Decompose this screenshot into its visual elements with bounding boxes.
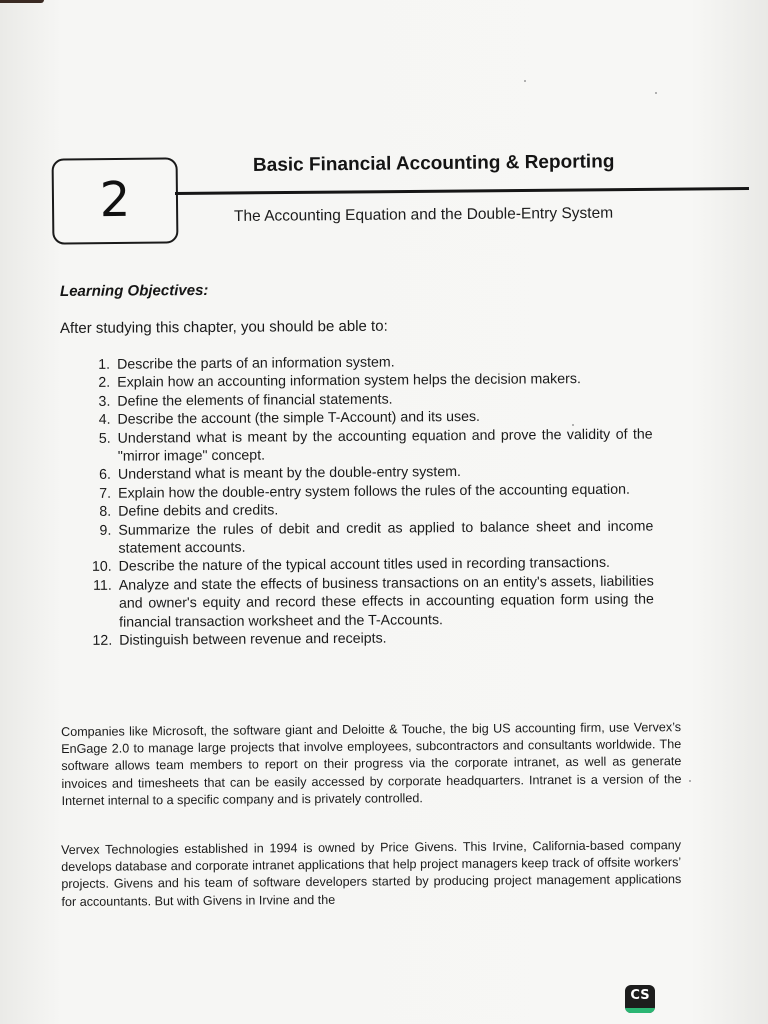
objective-text: Describe the account (the simple T-Account) and its uses. <box>117 409 481 428</box>
chapter-title: Basic Financial Accounting & Reporting <box>252 151 615 176</box>
objective-number: 11. <box>93 577 112 594</box>
scan-edge-mark <box>0 0 44 3</box>
objective-text: Explain how the double-entry system follows the rules of the accounting equation. <box>118 481 630 502</box>
objective-item <box>82 572 654 632</box>
chapter-number: 2 <box>99 171 131 229</box>
objective-number: 9. <box>99 522 112 539</box>
objective-number: 8. <box>99 504 112 521</box>
objective-text: Describe the parts of an information system. <box>117 354 395 373</box>
learning-objectives-heading: Learning Objectives: <box>59 281 209 300</box>
objective-number: 7. <box>99 485 112 502</box>
scan-speck <box>689 780 691 782</box>
objective-text: Explain how an accounting information system helps the decision makers. <box>117 371 581 392</box>
objective-text: Define debits and credits. <box>118 502 279 520</box>
chapter-number-box <box>52 157 179 244</box>
objective-item <box>81 425 653 466</box>
camscanner-logo-text: CS <box>630 988 650 1003</box>
objective-item <box>81 517 653 558</box>
body-paragraph-1: Companies like Microsoft, the software giant and Deloitte & Touche, the big US accounting firm, use Vervex’s EnGage 2.0 to manage large projects that involve employees, subcontractors and consultants worldwide. The software allows team members to report on their progress via the corporate intranet, as well as generate invoices and timesheets that can be easily accessed by corporate headquarters. Intranet is a version of the Internet internal to a specific company and is privately controlled. <box>61 720 682 808</box>
scan-speck <box>572 424 574 426</box>
objective-text: Analyze and state the effects of business transactions on an entity's assets, liabilities and owner's equity and record these effects in accounting equation form using the financial transaction worksheet and the T-Accounts. <box>118 573 654 631</box>
learning-objectives-list <box>80 352 654 651</box>
objective-number: 5. <box>98 430 111 447</box>
objective-text: Understand what is meant by the double-entry system. <box>117 464 462 484</box>
objective-text: Summarize the rules of debit and credit as applied to balance sheet and income statement accounts. <box>118 518 654 557</box>
objective-number: 4. <box>98 411 111 429</box>
objective-text: Understand what is meant by the accounting equation and prove the validity of the "mirror image" concept. <box>117 426 653 465</box>
objective-text: Define the elements of financial statements. <box>117 391 393 410</box>
learning-objectives-intro: After studying this chapter, you should be able to: <box>59 317 388 337</box>
scan-speck <box>524 80 526 82</box>
objective-number: 10. <box>91 559 112 576</box>
objective-text: Distinguish between revenue and receipts. <box>119 630 387 649</box>
objective-text: Describe the nature of the typical account titles used in recording transactions. <box>118 555 611 576</box>
scan-speck <box>655 92 657 94</box>
chapter-subtitle: The Accounting Equation and the Double-Entry System <box>233 204 614 225</box>
objective-number: 6. <box>99 467 111 484</box>
camscanner-logo <box>625 985 655 1013</box>
body-paragraph-2: Vervex Technologies established in 1994 is owned by Price Givens. This Irvine, California-based company develops database and corporate intranet applications that help project managers keep track of offsite workers’ projects. Givens and his team of software developers started by producing project management applications for accountants. But with Givens in Irvine and the <box>61 838 682 909</box>
objective-number: 2. <box>98 375 111 392</box>
objective-number: 3. <box>98 393 111 410</box>
camscanner-logo-strip <box>625 1008 655 1013</box>
objective-number: 1. <box>98 356 111 373</box>
objective-number: 12. <box>92 632 113 650</box>
